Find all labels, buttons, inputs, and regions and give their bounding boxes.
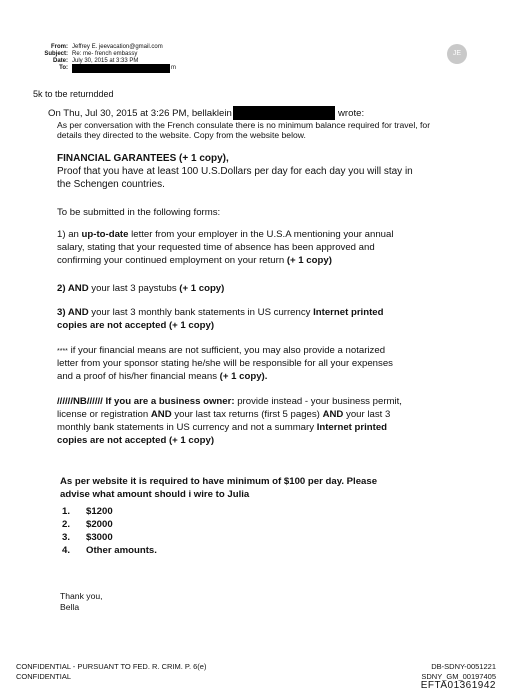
question-line2: advise what amount should i wire to Julia — [60, 489, 250, 500]
item2 — [57, 283, 224, 295]
item1-line1 — [57, 229, 393, 241]
business-line2 — [57, 409, 390, 421]
item2-rest: your last 3 paystubs — [88, 283, 180, 294]
date-value: July 30, 2015 at 3:33 PM — [72, 58, 139, 64]
note-line3-bold: (+ 1 copy). — [219, 371, 268, 382]
item1-rest: letter from your employer in the U.S.A mentioning your annual — [128, 229, 394, 240]
note-line3-text: and a proof of his/her financial means — [57, 371, 220, 382]
item3-line2: copies are not accepted (+ 1 copy) — [57, 320, 215, 331]
option-number: 1. — [62, 506, 71, 517]
business-line2-text: license or registration — [57, 409, 151, 420]
business-line2-rest2: your last 3 — [343, 409, 391, 420]
business-bold-start: //////NB////// If you are a business owner: — [57, 396, 235, 407]
redaction-bar — [233, 106, 335, 120]
quote-intro-start: On Thu, Jul 30, 2015 at 3:26 PM, bellaklein — [48, 108, 232, 119]
note-line1 — [57, 345, 385, 358]
signoff-name: Bella — [60, 602, 80, 612]
item2-bold-start: 2) AND — [57, 283, 89, 294]
reply-text: 5k to tbe returndded — [33, 89, 114, 99]
business-line3-text: monthly bank statements in US currency and not a summary — [57, 422, 317, 433]
quote-line1a: As per conversation with the French consulate there is no minimum balance required for travel, for — [57, 120, 431, 130]
note-line3 — [57, 371, 267, 383]
item1-bold: up-to-date — [81, 229, 129, 240]
financial-title: FINANCIAL GARANTEES (+ 1 copy), — [57, 153, 229, 164]
note-line1-text: if your financial means are not sufficient, you may also provide a notarized — [67, 345, 386, 356]
item3-rest: your last 3 monthly bank statements in US currency — [88, 307, 314, 318]
business-line2-bold2: AND — [322, 409, 344, 420]
item1-line3-bold: (+ 1 copy) — [286, 255, 332, 266]
business-line1 — [57, 396, 402, 408]
item1-line3-text: confirming your continued employment on your return — [57, 255, 287, 266]
business-line2-rest: your last tax returns (first 5 pages) — [171, 409, 323, 420]
quote-line1b: details they directed to the website. Copy from the website below. — [57, 130, 306, 140]
redaction-bar — [72, 64, 170, 73]
business-line3 — [57, 422, 387, 434]
quote-intro — [48, 108, 232, 120]
note-stars: **** — [57, 348, 68, 355]
financial-body-a: Proof that you have at least 100 U.S.Dollars per day for each day you will stay in — [57, 166, 413, 177]
item2-bold-end: (+ 1 copy) — [179, 283, 225, 294]
item3-bold-start: 3) AND — [57, 307, 89, 318]
footer-efta-number: EFTA01361942 — [420, 680, 496, 691]
option-text: Other amounts. — [86, 545, 157, 556]
footer-confidential-1: CONFIDENTIAL - PURSUANT TO FED. R. CRIM. P. 6(e) — [16, 662, 207, 671]
business-line3-bold: Internet printed — [316, 422, 388, 433]
item1-num: 1) an — [57, 229, 82, 240]
date-label: Date: — [52, 58, 68, 64]
signoff-thanks: Thank you, — [60, 591, 103, 601]
option-number: 2. — [62, 519, 71, 530]
to-suffix: m — [171, 65, 176, 71]
note-line2: letter from your sponsor stating he/she will be responsible for all your expenses — [57, 358, 393, 369]
from-label: From: — [51, 44, 68, 50]
footer-confidential-2: CONFIDENTIAL — [16, 672, 72, 681]
question-line1: As per website it is required to have minimum of $100 per day. Please — [60, 476, 378, 487]
business-line4: copies are not accepted (+ 1 copy) — [57, 435, 215, 446]
quote-intro-end: wrote: — [338, 108, 365, 119]
footer-bates-1: DB-SDNY-0051221 — [431, 662, 496, 671]
forms-intro: To be submitted in the following forms: — [57, 207, 221, 218]
option-text: $3000 — [86, 532, 113, 543]
item1-line2: salary, stating that your requested time of absence has been approved and — [57, 242, 375, 253]
avatar: JE — [447, 44, 467, 64]
subject-label: Subject: — [44, 51, 68, 57]
business-rest: provide instead - your business permit, — [234, 396, 402, 407]
item3-line1 — [57, 307, 383, 319]
option-number: 3. — [62, 532, 71, 543]
option-number: 4. — [62, 545, 71, 556]
financial-body-b: the Schengen countries. — [57, 179, 165, 190]
to-label: To: — [59, 65, 68, 71]
item3-bold-end: Internet printed — [313, 307, 384, 318]
from-value: Jeffrey E. jeevacation@gmail.com — [72, 44, 163, 50]
option-text: $2000 — [86, 519, 113, 530]
option-text: $1200 — [86, 506, 113, 517]
item1-line3 — [57, 255, 332, 267]
business-line2-bold: AND — [150, 409, 172, 420]
footer-bates-2: SDNY_GM_00197405 — [421, 672, 496, 681]
subject-value: Re: me- french embassy — [72, 51, 138, 57]
